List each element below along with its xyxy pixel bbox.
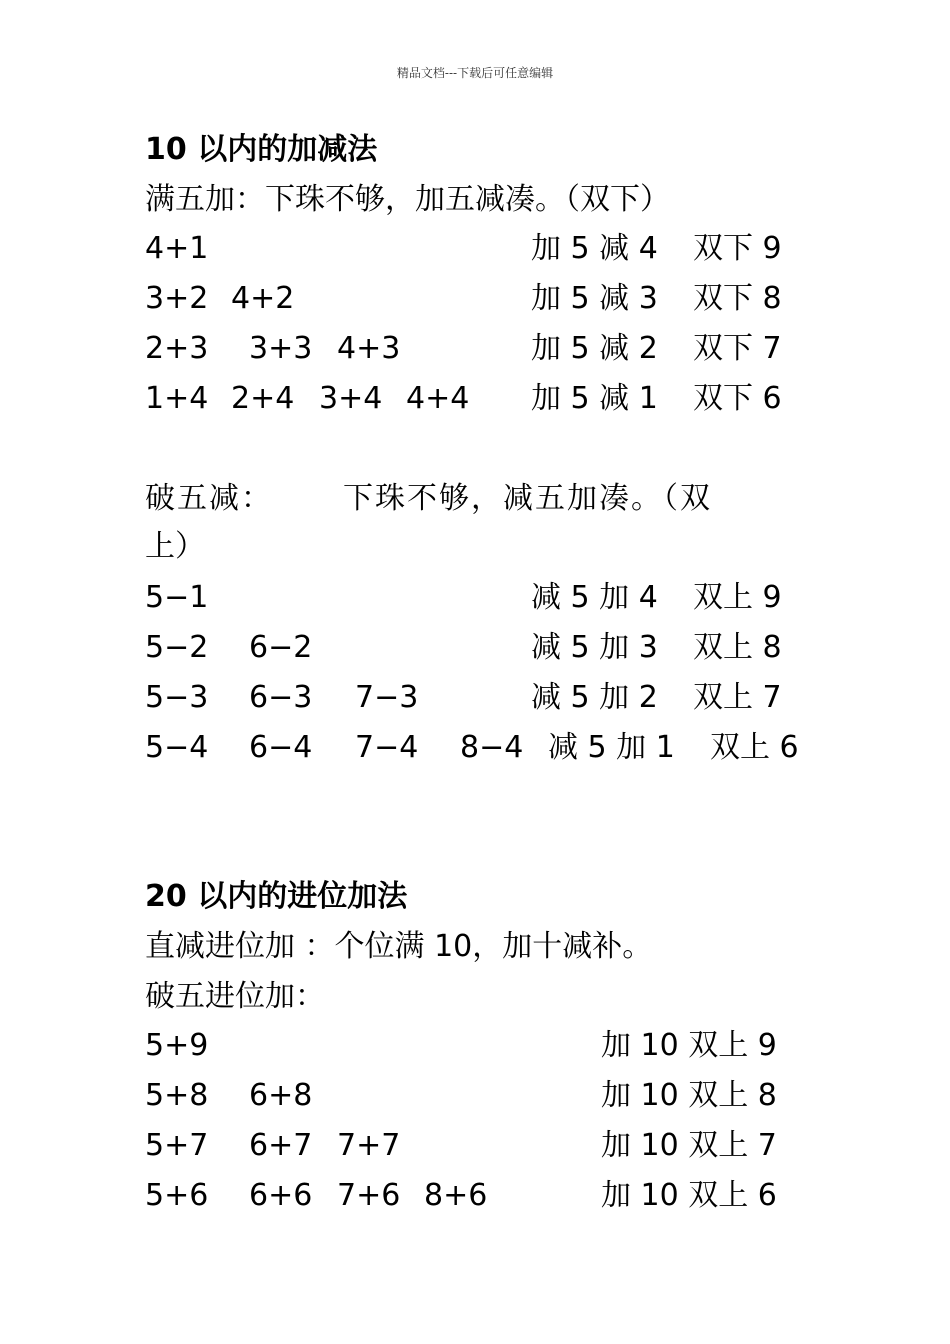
expression: 3+3: [249, 331, 313, 366]
method-text: 加 5 减 2: [531, 331, 658, 366]
method-text: 减 5 加 3: [531, 630, 658, 665]
expression: 5+9: [145, 1028, 209, 1063]
method-text: 加 5 减 1: [531, 381, 658, 416]
method-text: 加 5 减 3: [531, 281, 658, 316]
rule-text-continued: 上）: [145, 529, 205, 564]
expression: 1+4: [145, 381, 209, 416]
expression: 4+3: [337, 331, 401, 366]
alt-method-text: 双下 8: [693, 281, 782, 316]
header-watermark: 精品文档---下载后可任意编辑: [396, 66, 554, 80]
expression: 6−2: [249, 630, 313, 665]
expression: 2+3: [145, 331, 209, 366]
alt-method-text: 双上 7: [693, 680, 782, 715]
alt-method-text: 双上 9: [693, 580, 782, 615]
alt-method-text: 双下 9: [693, 231, 782, 266]
rule-text: 满五加：下珠不够，加五减凑。（双下）: [145, 182, 670, 217]
expression: 6−4: [249, 730, 313, 765]
expression: 3+4: [319, 381, 383, 416]
rule-label: 破五进位加：: [145, 979, 325, 1014]
alt-method-text: 双下 6: [693, 381, 782, 416]
expression: 7+6: [337, 1178, 401, 1213]
method-text: 加 5 减 4: [531, 231, 658, 266]
alt-method-text: 双上 8: [693, 630, 782, 665]
expression: 6+6: [249, 1178, 313, 1213]
expression: 4+1: [145, 231, 209, 266]
expression: 8+6: [424, 1178, 488, 1213]
alt-method-text: 双下 7: [693, 331, 782, 366]
expression: 7−4: [355, 730, 419, 765]
method-text: 加 10 双上 8: [601, 1078, 777, 1113]
expression: 5−1: [145, 580, 209, 615]
method-text: 减 5 加 2: [531, 680, 658, 715]
method-text: 加 10 双上 9: [601, 1028, 777, 1063]
expression: 5−4: [145, 730, 209, 765]
method-text: 减 5 加 4: [531, 580, 658, 615]
expression: 5−2: [145, 630, 209, 665]
expression: 3+2: [145, 281, 209, 316]
expression: 6+8: [249, 1078, 313, 1113]
alt-method-text: 双上 6: [710, 730, 799, 765]
rule-label: 破五减：: [145, 481, 273, 516]
method-text: 减 5 加 1: [548, 730, 675, 765]
expression: 7−3: [355, 680, 419, 715]
expression: 6−3: [249, 680, 313, 715]
rule-text: 直减进位加 ：个位满 10，加十减补。: [145, 929, 653, 964]
method-text: 加 10 双上 7: [601, 1128, 777, 1163]
expression: 2+4: [231, 381, 295, 416]
section-title: 20 以内的进位加法: [145, 879, 408, 914]
method-text: 加 10 双上 6: [601, 1178, 777, 1213]
expression: 6+7: [249, 1128, 313, 1163]
expression: 5+8: [145, 1078, 209, 1113]
section-title: 10 以内的加减法: [145, 132, 378, 167]
expression: 7+7: [337, 1128, 401, 1163]
expression: 5−3: [145, 680, 209, 715]
rule-text: 下珠不够，减五加凑。（双: [343, 481, 712, 516]
expression: 4+2: [231, 281, 295, 316]
expression: 8−4: [460, 730, 524, 765]
expression: 4+4: [406, 381, 470, 416]
expression: 5+7: [145, 1128, 209, 1163]
expression: 5+6: [145, 1178, 209, 1213]
